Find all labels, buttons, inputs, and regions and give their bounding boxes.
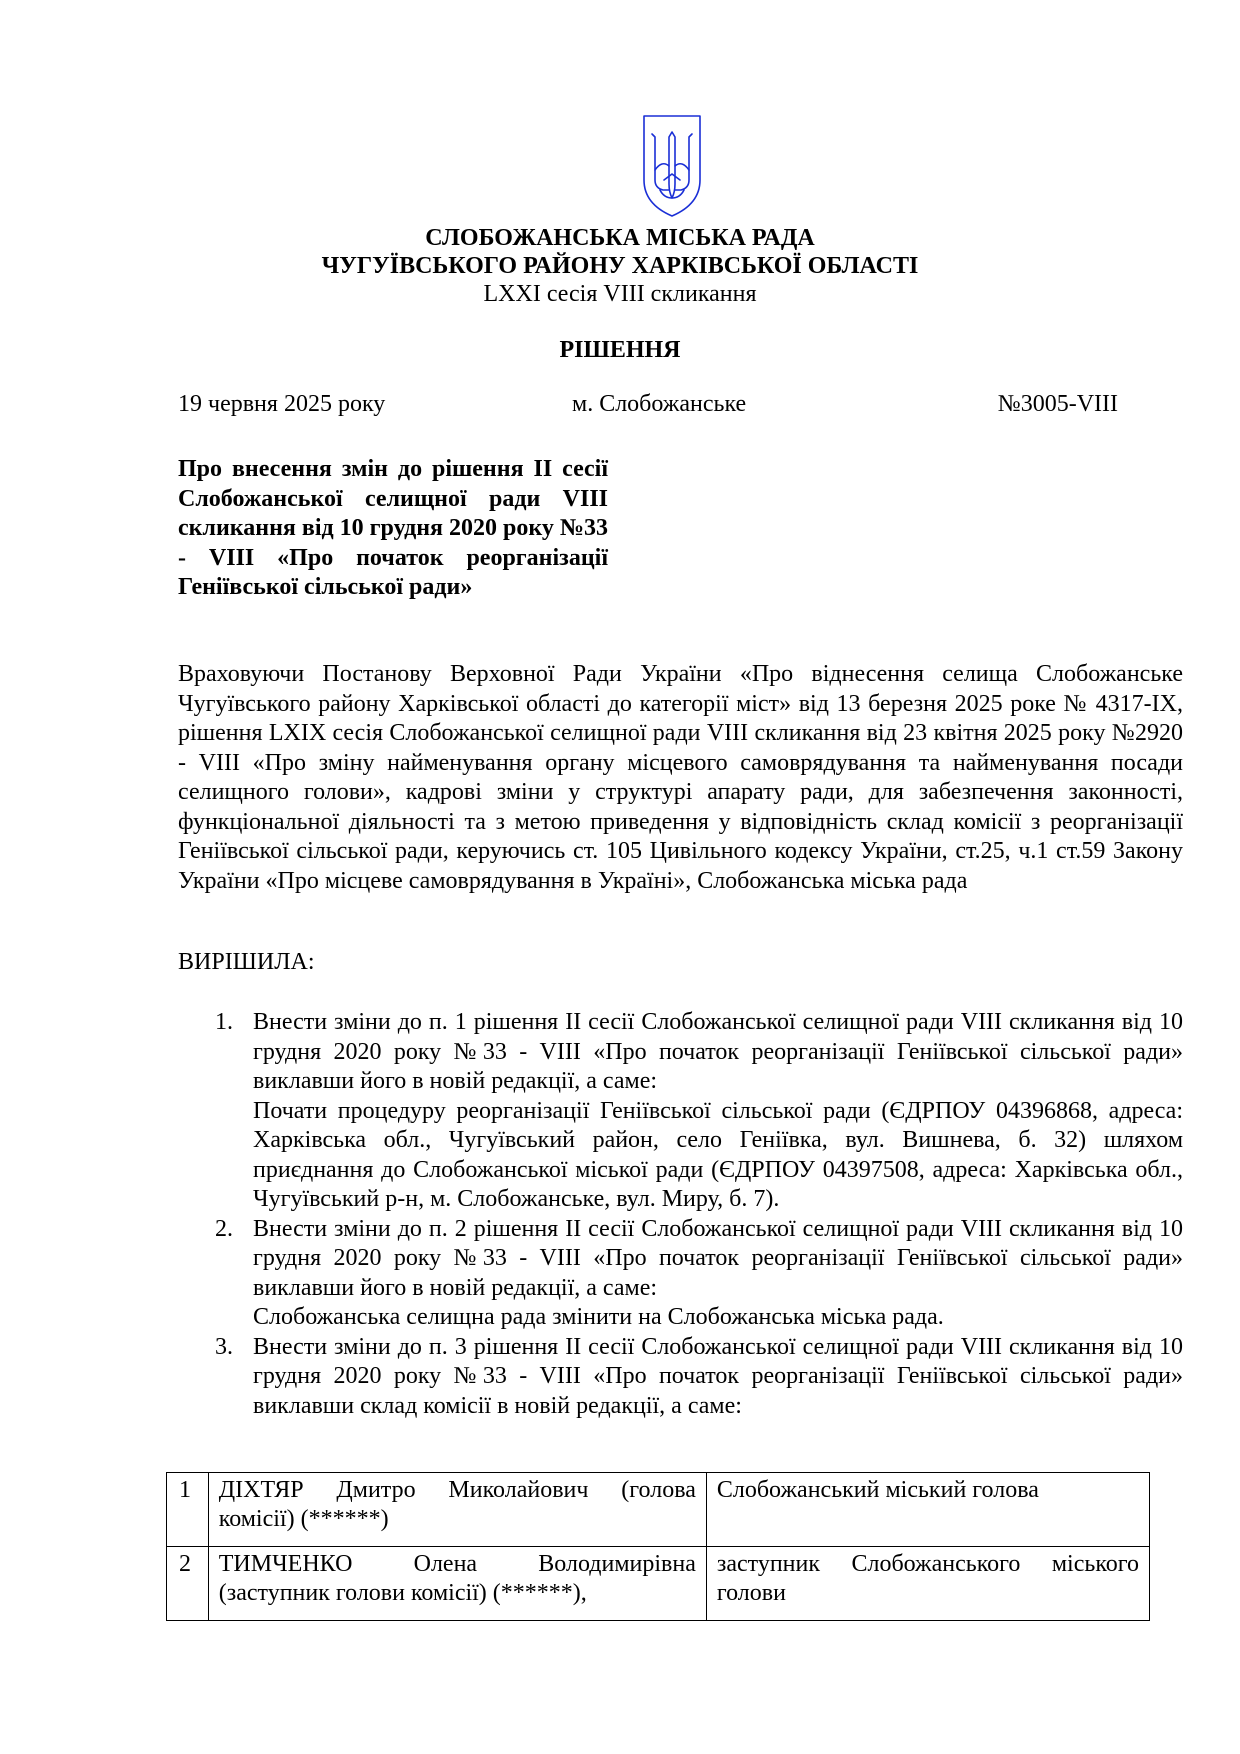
- date-row: [178, 390, 1118, 420]
- item-number: 2.: [215, 1215, 233, 1242]
- table-row: [167, 1547, 1150, 1621]
- item-number: 1.: [215, 1009, 233, 1035]
- member-name: [208, 1473, 706, 1547]
- member-number: 1: [167, 1473, 209, 1547]
- decision-number: №3005-VIII: [997, 391, 1118, 417]
- commission-table: [166, 1472, 1150, 1621]
- member-number: 2: [167, 1547, 209, 1621]
- item-number: 3.: [215, 1333, 233, 1360]
- decision-subject: Про внесення змін до рішення ІІ сесії Слобожанської селищної ради VIII скликання від 10 грудня 2020 року №33 - VIII «Про початок реорганізації Геніївської сільської ради»: [178, 456, 608, 601]
- decision-city: м. Слобожанське: [572, 391, 747, 417]
- district-region: ЧУГУЇВСЬКОГО РАЙОНУ ХАРКІВСЬКОЇ ОБЛАСТІ: [321, 253, 919, 279]
- member-position: Слобожанський міський голова: [706, 1473, 1149, 1547]
- item-text: Внести зміни до п. 1 рішення ІІ сесії Слобожанської селищної ради VIII скликання від 10 грудня 2020 року №33 - VIII «Про початок реорганізації Геніївської сільської ради» виклавши його в новій редакції, а саме:: [253, 1009, 1183, 1094]
- item-detail: Почати процедуру реорганізації Геніївської сільської ради (ЄДРПОУ 04396868, адреса: Харківська обл., Чугуївський район, село Геніївка, вул. Вишнева, б. 32) шляхом приєднання до Слобожанської міської ради (ЄДРПОУ 04397508, адреса: Харківська обл., Чугуївський р-н, м. Слобожанське, вул. Миру, б. 7).: [253, 1097, 1183, 1212]
- decision-item: [215, 1333, 1183, 1422]
- member-name: [208, 1547, 706, 1621]
- member-name-line: комісії) (******): [218, 1506, 389, 1532]
- coat-of-arms-icon: [642, 114, 702, 218]
- table-row: [167, 1473, 1150, 1547]
- member-position: заступник Слобожанського міського голови: [706, 1547, 1149, 1621]
- member-name-line: ДІХТЯР Дмитро Миколайович (голова: [218, 1477, 696, 1503]
- item-text: Внести зміни до п. 2 рішення ІІ сесії Слобожанської селищної ради VIII скликання від 10 грудня 2020 року №33 - VIII «Про початок реорганізації Геніївської сільської ради» виклавши його в новій редакції, а саме:: [253, 1215, 1183, 1301]
- decision-item: [215, 1008, 1183, 1215]
- decided-label: ВИРІШИЛА:: [178, 949, 315, 975]
- decision-date: 19 червня 2025 року: [178, 391, 386, 417]
- decision-items: [215, 1008, 1183, 1421]
- decision-item: [215, 1215, 1183, 1333]
- council-name: СЛОБОЖАНСЬКА МІСЬКА РАДА: [425, 225, 815, 251]
- document-type: РІШЕННЯ: [559, 337, 681, 363]
- item-detail: Слобожанська селищна рада змінити на Слобожанська міська рада.: [253, 1304, 944, 1330]
- member-name-line: ТИМЧЕНКО Олена Володимирівна: [218, 1551, 696, 1577]
- member-name-line: (заступник голови комісії) (******),: [218, 1580, 587, 1606]
- preamble: Враховуючи Постанову Верховної Ради України «Про віднесення селища Слобожанське Чугуївського району Харківської області до категорії міст» від 13 березня 2025 роке № 4317-IX, рішення LXIX сесія Слобожанської селищної ради VIII скликання від 23 квітня 2025 року №2920 - VIII «Про зміну найменування органу місцевого самоврядування та найменування посади селищного голови», кадрові зміни у структурі апарату ради, для забезпечення законності, функціональної діяльності та з метою приведення у відповідність склад комісії з реорганізації Геніївської сільської ради, керуючись ст. 105 Цивільного кодексу України, ст.25, ч.1 ст.59 Закону України «Про місцеве самоврядування в Україні», Слобожанська міська рада: [178, 661, 1183, 894]
- session-info: LXXI сесія VIII скликання: [483, 281, 757, 307]
- item-text: Внести зміни до п. 3 рішення ІІ сесії Слобожанської селищної ради VIII скликання від 10 грудня 2020 року №33 - VIII «Про початок реорганізації Геніївської сільської ради» виклавши склад комісії в новій редакції, а саме:: [253, 1333, 1183, 1419]
